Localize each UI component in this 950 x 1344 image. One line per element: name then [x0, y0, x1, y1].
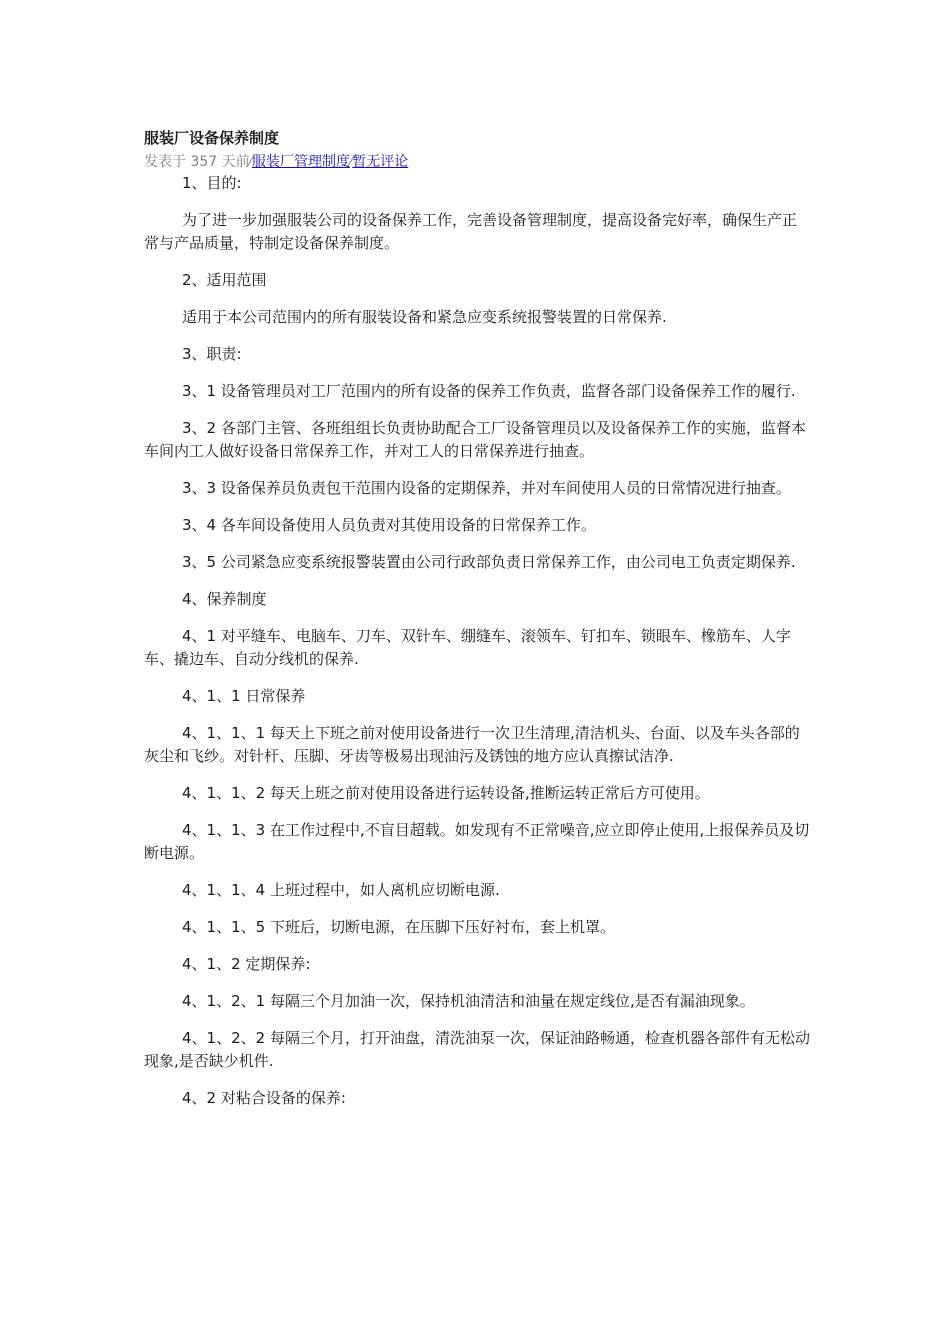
paragraph: 3、3 设备保养员负责包干范围内设备的定期保养，并对车间使用人员的日常情况进行抽查。: [182, 479, 791, 497]
meta-separator: ⁄: [249, 154, 252, 170]
article-body: [144, 172, 810, 1110]
paragraph: 4、1、1、2 每天上班之前对使用设备进行运转设备,推断运转正常后方可使用。: [182, 784, 710, 802]
document-page: [144, 128, 810, 1124]
posted-time: 发表于 357 天前: [144, 154, 250, 170]
paragraph: 适用于本公司范围内的所有服装设备和紧急应变系统报警装置的日常保养.: [182, 308, 667, 326]
article-meta: [144, 152, 810, 172]
paragraph: 4、1、2、1 每隔三个月加油一次，保持机油清洁和油量在规定线位,是否有漏油现象。: [182, 992, 755, 1010]
paragraph: 4、1、1、4 上班过程中，如人离机应切断电源.: [182, 881, 500, 899]
paragraph: 3、2 各部门主管、各班组组长负责协助配合工厂设备管理员以及设备保养工作的实施，监督本车间内工人做好设备日常保养工作，并对工人的日常保养进行抽查。: [144, 419, 806, 460]
paragraph: 4、2 对粘合设备的保养:: [182, 1089, 346, 1107]
paragraph: 4、1、1、5 下班后，切断电源，在压脚下压好衬布，套上机罩。: [182, 918, 615, 936]
comments-link[interactable]: 暂无评论: [352, 154, 409, 170]
paragraph: 4、保养制度: [182, 590, 267, 608]
paragraph: 3、5 公司紧急应变系统报警装置由公司行政部负责日常保养工作，由公司电工负责定期保养.: [182, 553, 796, 571]
paragraph: 2、适用范围: [182, 271, 267, 289]
meta-separator: ⁄: [349, 154, 353, 170]
paragraph: 4、1、1、3 在工作过程中,不盲目超载。如发现有不正常噪音,应立即停止使用,上报保养员及切断电源。: [144, 821, 810, 862]
paragraph: 为了进一步加强服装公司的设备保养工作，完善设备管理制度，提高设备完好率，确保生产正常与产品质量，特制定设备保养制度。: [144, 211, 798, 252]
paragraph: 4、1、1 日常保养: [182, 687, 306, 705]
paragraph: 4、1、2、2 每隔三个月，打开油盘，清洗油泵一次，保证油路畅通，检查机器各部件有无松动现象,是否缺少机件.: [144, 1029, 810, 1070]
category-link[interactable]: 服装厂管理制度: [251, 154, 350, 170]
paragraph: 4、1、2 定期保养:: [182, 955, 311, 973]
paragraph: 3、1 设备管理员对工厂范围内的所有设备的保养工作负责，监督各部门设备保养工作的履行.: [182, 382, 796, 400]
paragraph: 3、职责:: [182, 345, 242, 363]
article-title: 服装厂设备保养制度: [144, 129, 280, 147]
paragraph: 1、目的:: [182, 174, 242, 192]
paragraph: 4、1 对平缝车、电脑车、刀车、双针车、绷缝车、滚领车、钉扣车、锁眼车、橡筋车、人字车、撬边车、自动分线机的保养.: [144, 627, 791, 668]
paragraph: 4、1、1、1 每天上下班之前对使用设备进行一次卫生清理,清洁机头、台面、以及车头各部的灰尘和飞纱。对针杆、压脚、牙齿等极易出现油污及锈蚀的地方应认真擦试洁净.: [144, 724, 800, 765]
paragraph: 3、4 各车间设备使用人员负责对其使用设备的日常保养工作。: [182, 516, 596, 534]
